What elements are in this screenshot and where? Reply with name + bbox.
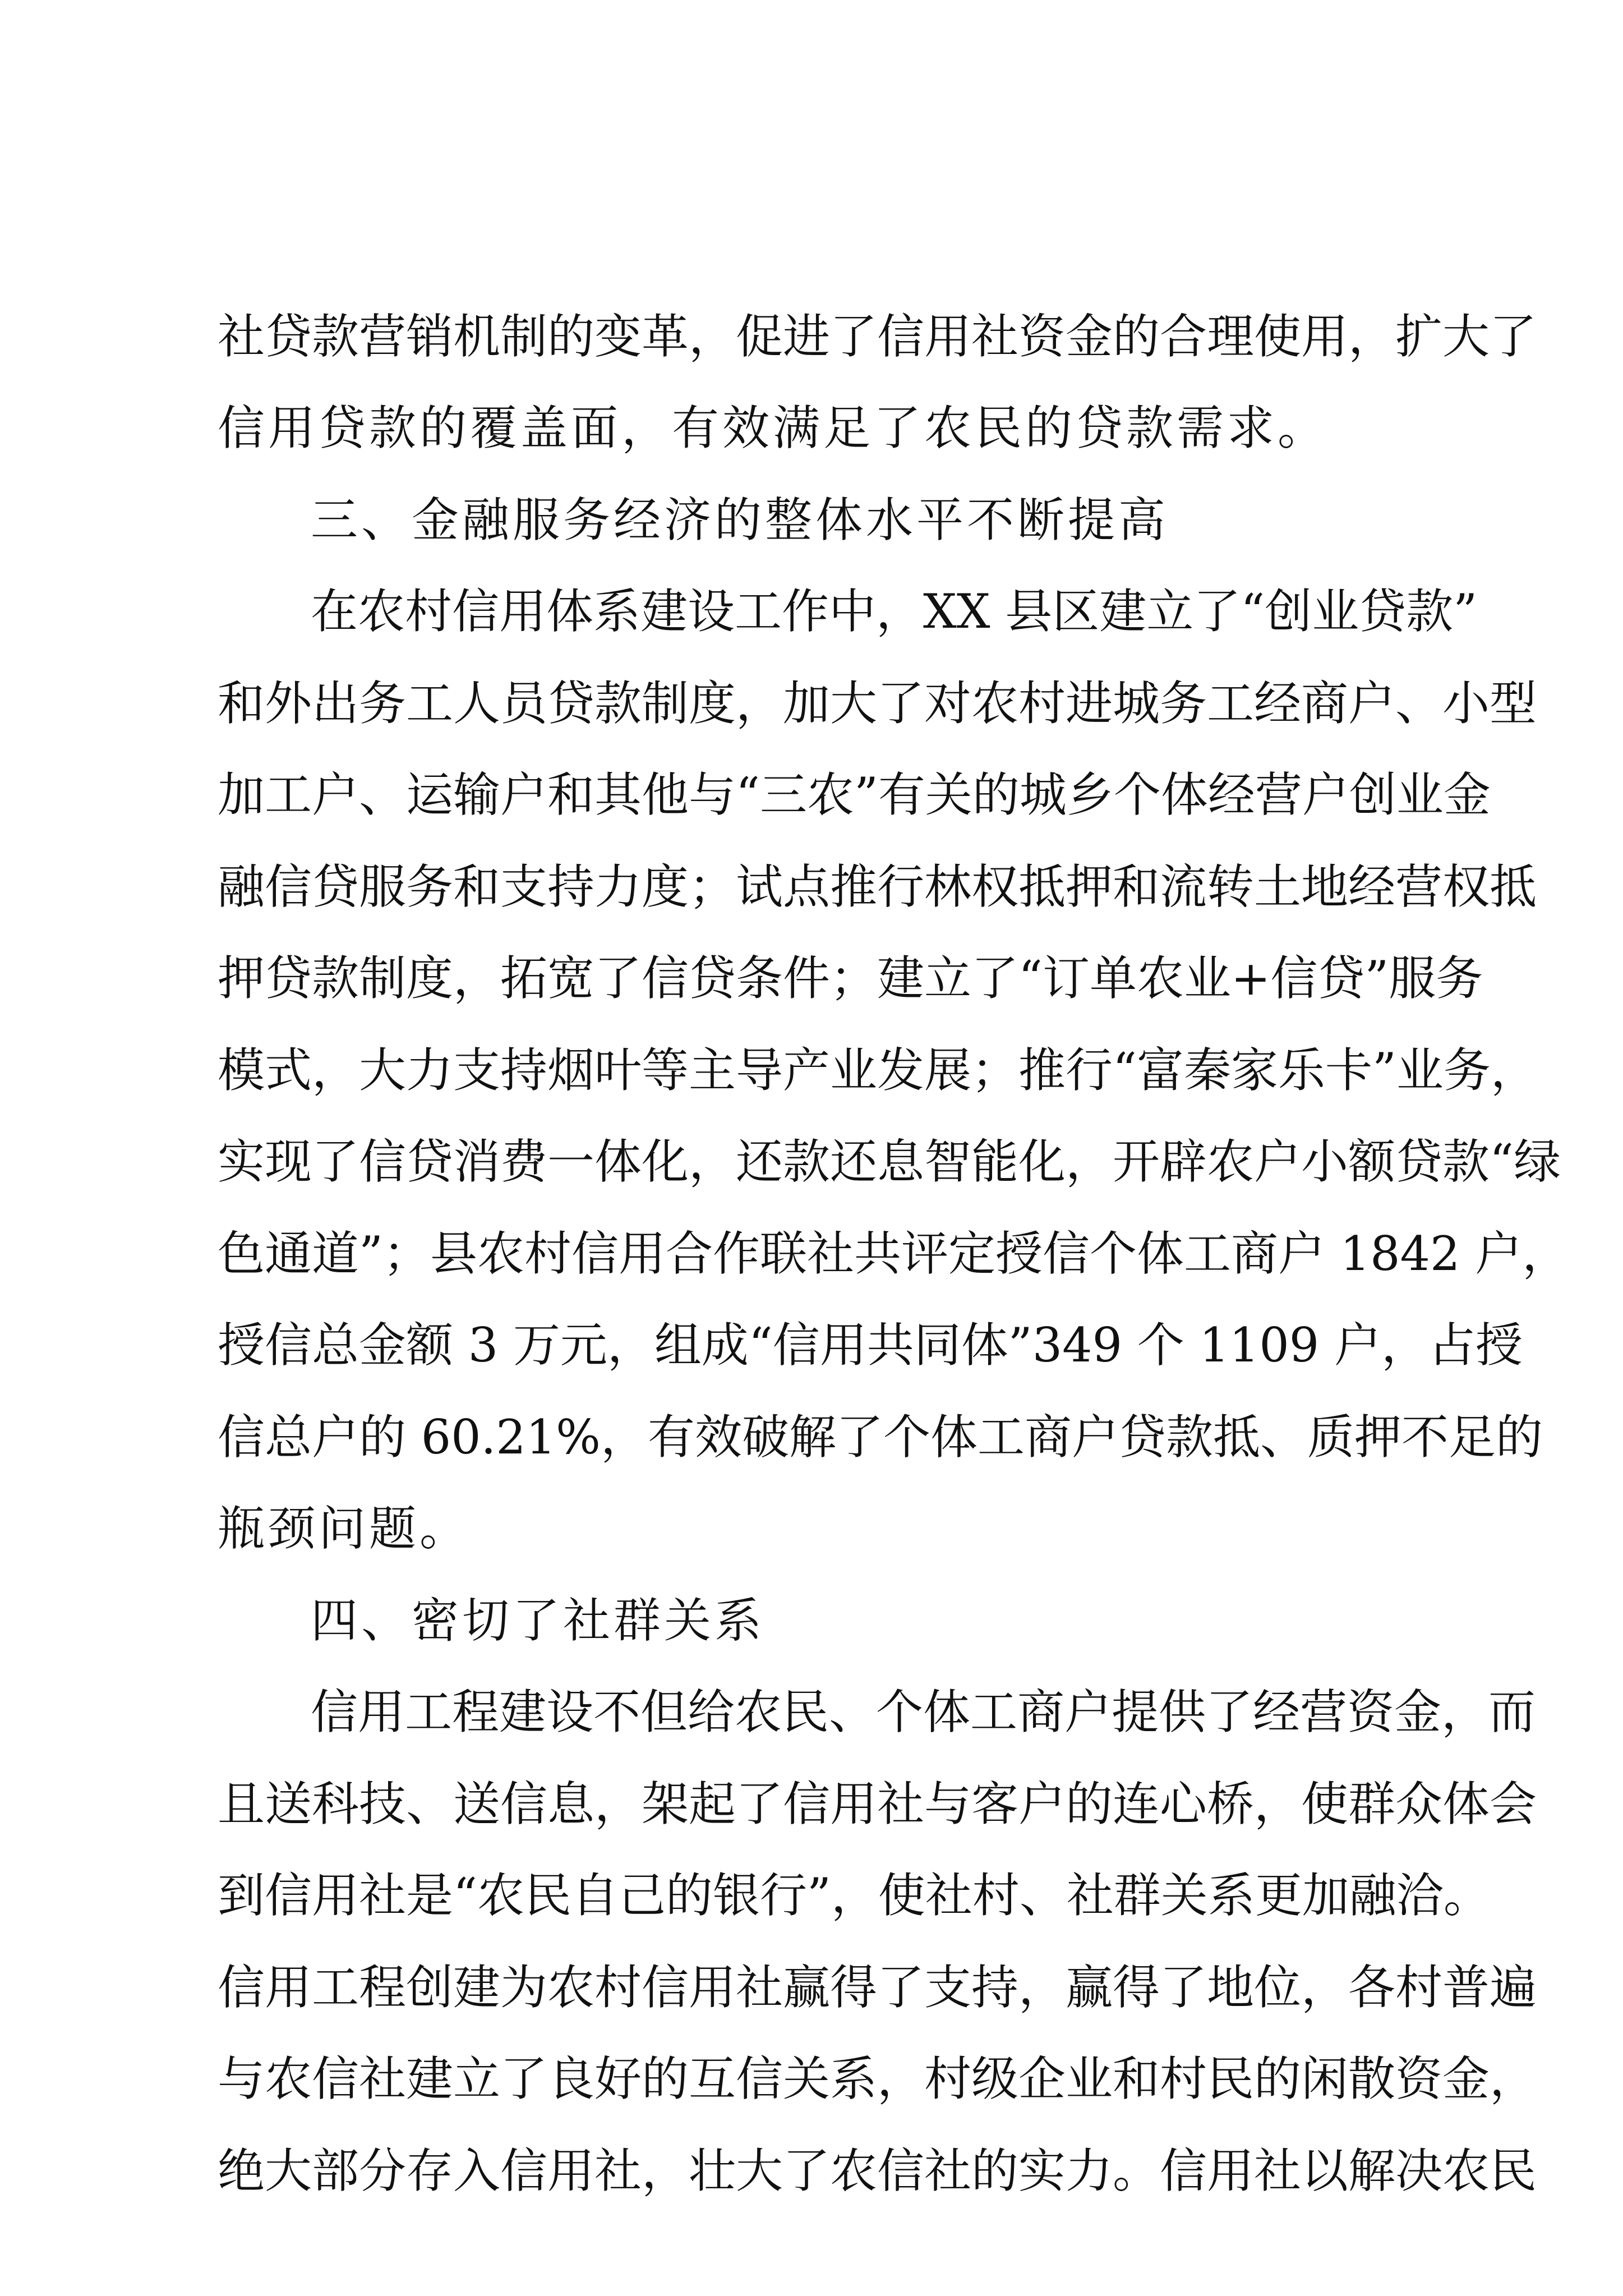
section-heading: 四、密切了社群关系 [311,1593,766,1648]
body-line: 信用贷款的覆盖面，有效满足了农民的贷款需求。 [218,401,1329,455]
body-line: 在农村信用体系建设工作中，XX 县区建立了“创业贷款” [311,584,1478,639]
body-line: 社贷款营销机制的变革，促进了信用社资金的合理使用，扩大了 [218,309,1537,364]
body-line: 和外出务工人员贷款制度，加大了对农村进城务工经商户、小型 [218,676,1537,731]
body-line: 融信贷服务和支持力度；试点推行林权抵押和流转土地经营权抵 [218,859,1537,914]
body-line: 色通道”；县农村信用合作联社共评定授信个体工商户 1842 户， [218,1226,1570,1281]
body-line: 信总户的 60.21%，有效破解了个体工商户贷款抵、质押不足的 [218,1410,1543,1465]
body-line: 瓶颈问题。 [218,1501,471,1556]
body-line: 信用工程创建为农村信用社赢得了支持，赢得了地位，各村普遍 [218,1960,1537,2015]
section-heading: 三、金融服务经济的整体水平不断提高 [311,493,1169,547]
body-line: 且送科技、送信息，架起了信用社与客户的连心桥，使群众体会 [218,1777,1537,1832]
body-line: 信用工程建设不但给农民、个体工商户提供了经营资金，而 [311,1685,1536,1740]
body-line: 模式，大力支持烟叶等主导产业发展；推行“富秦家乐卡”业务， [218,1043,1538,1098]
body-line: 加工户、运输户和其他与“三农”有关的城乡个体经营户创业金 [218,767,1491,822]
body-line: 到信用社是“农民自己的银行”，使社村、社群关系更加融洽。 [218,1868,1491,1923]
body-line: 与农信社建立了良好的互信关系，村级企业和村民的闲散资金， [218,2051,1537,2106]
body-line: 授信总金额 3 万元，组成“信用共同体”349 个 1109 户，占授 [218,1318,1523,1373]
body-line: 实现了信贷消费一体化，还款还息智能化，开辟农户小额贷款“绿 [218,1134,1561,1189]
body-line: 绝大部分存入信用社，壮大了农信社的实力。信用社以解决农民 [218,2143,1537,2198]
body-line: 押贷款制度，拓宽了信贷条件；建立了“订单农业+信贷”服务 [218,951,1483,1006]
